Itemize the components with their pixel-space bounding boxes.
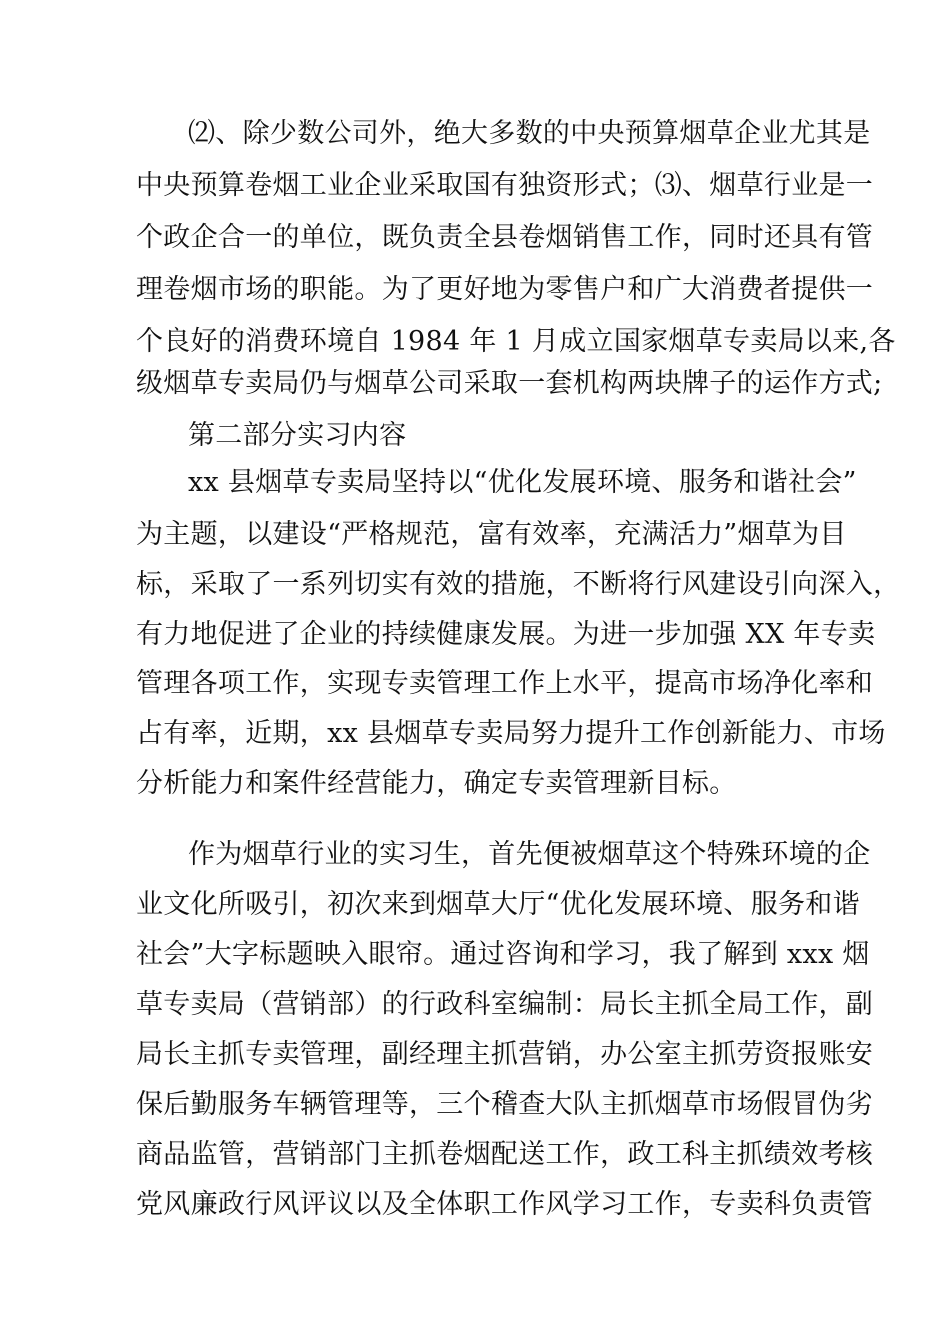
text-line: 局长主抓专卖管理，副经理主抓营销，办公室主抓劳资报账安 [136, 1039, 874, 1070]
text-line: 商品监管，营销部门主抓卷烟配送工作，政工科主抓绩效考核 [136, 1139, 874, 1170]
text-line: 管理各项工作，实现专卖管理工作上水平，提高市场净化率和 [136, 668, 874, 699]
text-line: 作为烟草行业的实习生，首先便被烟草这个特殊环境的企 [188, 839, 871, 870]
text-line: 理卷烟市场的职能。为了更好地为零售户和广大消费者提供一 [136, 274, 874, 305]
text-line: 党风廉政行风评议以及全体职工作风学习工作，专卖科负责管 [136, 1189, 874, 1220]
text-line: 个良好的消费环境自 1984 年 1 月成立国家烟草专卖局以来,各 [136, 326, 896, 357]
text-line: 标，采取了一系列切实有效的措施，不断将行风建设引向深入， [136, 569, 901, 600]
text-line: 分析能力和案件经营能力，确定专卖管理新目标。 [136, 768, 737, 799]
text-line: ⑵、除少数公司外，绝大多数的中央预算烟草企业尤其是 [188, 118, 871, 149]
text-line: 业文化所吸引，初次来到烟草大厅“优化发展环境、服务和谐 [136, 889, 860, 920]
text-line: 社会”大字标题映入眼帘。通过咨询和学习，我了解到 xxx 烟 [136, 939, 870, 970]
text-line: 有力地促进了企业的持续健康发展。为进一步加强 XX 年专卖 [136, 619, 876, 650]
text-line: 级烟草专卖局仍与烟草公司采取一套机构两块牌子的运作方式; [136, 368, 883, 399]
text-line: 草专卖局（营销部）的行政科室编制：局长主抓全局工作，副 [136, 989, 874, 1020]
text-line: xx 县烟草专卖局坚持以“优化发展环境、服务和谐社会” [188, 467, 857, 498]
text-line: 占有率，近期，xx 县烟草专卖局努力提升工作创新能力、市场 [136, 718, 886, 749]
text-line: 保后勤服务车辆管理等，三个稽查大队主抓烟草市场假冒伪劣 [136, 1089, 874, 1120]
section-heading: 第二部分实习内容 [188, 420, 407, 451]
text-line: 为主题，以建设“严格规范，富有效率，充满活力”烟草为目 [136, 519, 847, 550]
text-line: 个政企合一的单位，既负责全县卷烟销售工作，同时还具有管 [136, 222, 874, 253]
text-line: 中央预算卷烟工业企业采取国有独资形式；⑶、烟草行业是一 [136, 170, 874, 201]
